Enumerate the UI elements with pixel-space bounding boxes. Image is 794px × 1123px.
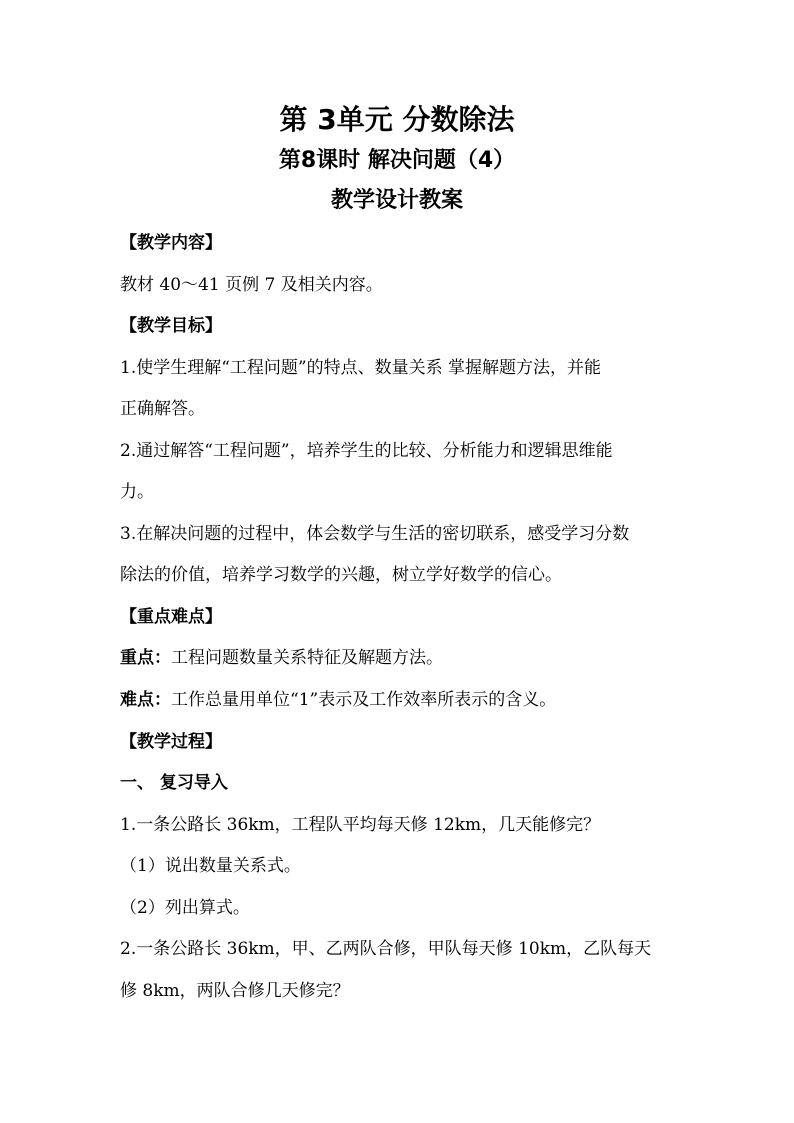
section-heading-content: 【教学内容】 [120, 233, 222, 253]
review-question-2-line-1: 2.一条公路长 36km，甲、乙两队合修，甲队每天修 10km，乙队每天 [120, 939, 652, 959]
section-heading-objectives: 【教学目标】 [120, 316, 222, 336]
review-question-2-line-2: 修 8km，两队合修几天修完？ [120, 981, 350, 1001]
objective-1-line-1: 1.使学生理解“工程问题”的特点、数量关系 掌握解题方法，并能 [120, 358, 602, 378]
review-question-1-sub-2: （2）列出算式。 [120, 898, 250, 918]
objective-2-line-2: 力。 [120, 482, 154, 502]
difficult-point-line [120, 687, 680, 713]
section-heading-process: 【教学过程】 [120, 732, 222, 752]
key-point-line [120, 645, 680, 671]
objective-1-line-2: 正确解答。 [120, 399, 205, 419]
review-question-1-sub-1: （1）说出数量关系式。 [120, 856, 301, 876]
difficult-point-label: 难点： [120, 690, 171, 710]
document-type-title: 教学设计教案 [330, 188, 463, 213]
key-point-text: 工程问题数量关系特征及解题方法。 [171, 648, 443, 668]
section-heading-key-points: 【重点难点】 [120, 607, 222, 627]
objective-3-line-2: 除法的价值，培养学习数学的兴趣，树立学好数学的信心。 [120, 565, 562, 585]
content-text: 教材 40～41 页例 7 及相关内容。 [120, 275, 383, 295]
unit-title: 第 3单元 分数除法 [279, 103, 515, 136]
process-section-1-title: 一、 复习导入 [120, 773, 228, 793]
key-point-label: 重点： [120, 648, 171, 668]
review-question-1: 1.一条公路长 36km，工程队平均每天修 12km，几天能修完？ [120, 815, 601, 835]
objective-2-line-1: 2.通过解答“工程问题”，培养学生的比较、分析能力和逻辑思维能 [120, 441, 613, 461]
difficult-point-text: 工作总量用单位“1”表示及工作效率所表示的含义。 [171, 690, 557, 710]
lesson-title: 第8课时 解决问题（4） [278, 148, 516, 173]
objective-3-line-1: 3.在解决问题的过程中，体会数学与生活的密切联系，感受学习分数 [120, 524, 630, 544]
